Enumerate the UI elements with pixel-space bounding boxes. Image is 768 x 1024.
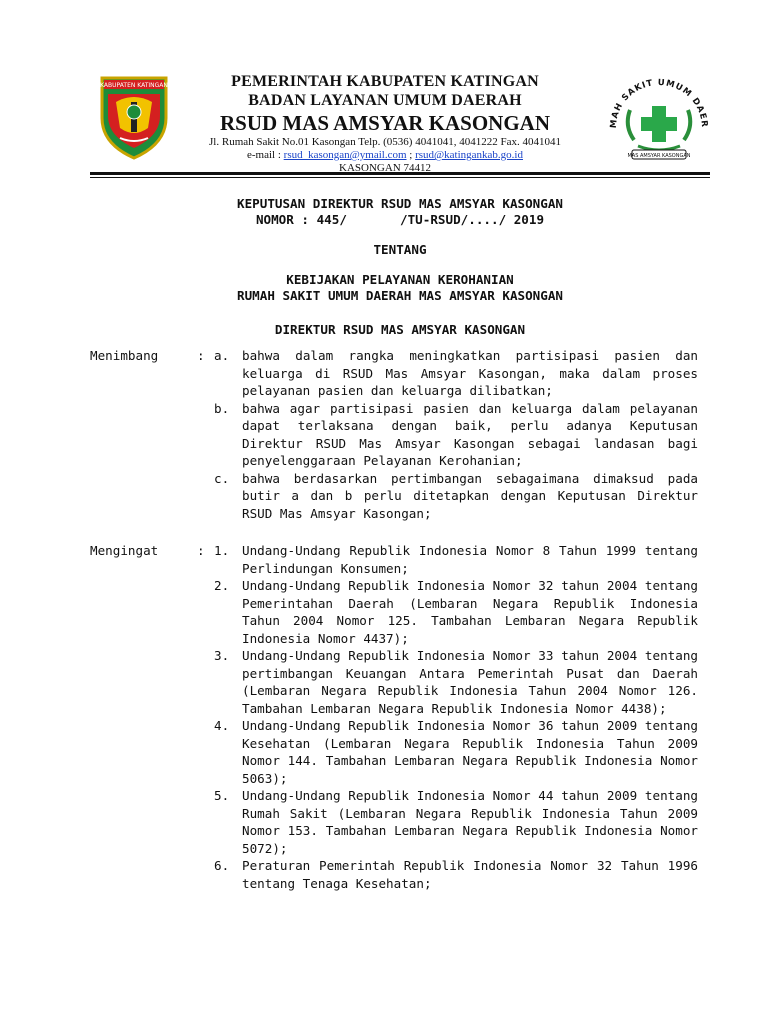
letterhead-city: KASONGAN 74412 [339,162,431,174]
email-link-ymail[interactable]: rsud_kasongan@ymail.com [283,149,407,161]
list-item-text: bahwa berdasarkan pertimbangan sebagaimana dimaksud pada butir a dan b perlu ditetapkan dengan Keputusan Direktur RSUD Mas Amsyar Kasongan; [242,470,698,521]
mengingat-label: Mengingat [90,543,159,558]
list-item-text: bahwa dalam rangka meningkatkan partisipasi pasien dan keluarga di RSUD Mas Amsyar Kasongan, maka dalam proses pelayanan pasien dan keluarga dilibatkan; [242,348,698,398]
kabupaten-katingan-logo [94,72,174,162]
letterhead-rule-thick [90,172,710,175]
list-item-text: Peraturan Pemerintah Republik Indonesia Nomor 32 Tahun 1996 tentang Tenaga Kesehatan; [242,858,698,891]
logo-right-text: MAH SAKIT UMUM DAER [608,77,710,129]
list-item [90,400,698,470]
list-item [90,857,698,892]
director-heading: DIREKTUR RSUD MAS AMSYAR KASONGAN [274,322,526,337]
tentang-heading: TENTANG [373,242,427,257]
letterhead-hospital-name: RSUD MAS AMSYAR KASONGAN [219,111,550,135]
list-item-text: Undang-Undang Republik Indonesia Nomor 36 tahun 2009 tentang Kesehatan (Lembaran Negara Republik Indonesia Tahun 2009 Nomor 144. Tambahan Lembaran Negara Republik Indonesia Nomor 5063); [242,718,698,786]
list-item-marker: b. [214,400,230,416]
menimbang-colon: : [197,348,205,363]
shield-emblem-icon [94,72,174,162]
list-item-text: bahwa agar partisipasi pasien dan keluarga dalam pelayanan dapat terlaksana dengan baik, perlu adanya Keputusan Direktur RSUD Mas Amsyar Kasongan sebagai landasan bagi penyelenggaraan Pelayanan Kerohanian; [242,400,698,468]
email-prefix: e-mail : [247,149,284,161]
mengingat-colon: : [197,543,205,558]
list-item [90,542,698,577]
rsud-logo [594,70,724,165]
menimbang-section [90,347,698,522]
list-item-marker: 4. [214,718,230,733]
decree-number: NOMOR : 445/ /TU-RSUD/..../ 2019 [255,212,545,227]
list-item-marker: c. [214,470,230,486]
letterhead-agency: BADAN LAYANAN UMUM DAERAH [248,92,522,109]
list-item [90,647,698,717]
letterhead-email-line [170,149,600,162]
letterhead [170,72,600,175]
list-item-text: Undang-Undang Republik Indonesia Nomor 33 tahun 2004 tentang pertimbangan Keuangan Antara Pemerintah Pusat dan Daerah (Lembaran Negara Republik Indonesia Tahun 2004 Nomor 126. Tambahan Lembaran Negara Republik Indonesia Nomor 4438); [242,648,698,716]
decree-title-block [90,196,710,338]
mengingat-section [90,542,698,892]
list-item-text: Undang-Undang Republik Indonesia Nomor 44 tahun 2009 tentang Rumah Sakit (Lembaran Negara Republik Indonesia Tahun 2009 Nomor 153. Tambahan Lembaran Negara Republik Indonesia Nomor 5072); [242,788,698,856]
decree-subject-line2: RUMAH SAKIT UMUM DAERAH MAS AMSYAR KASONGAN [236,288,564,303]
list-item-marker: 6. [214,858,230,873]
logo-right-subtext: MAS AMSYAR KASONGAN [627,153,691,159]
list-item-marker: 1. [214,543,230,558]
list-item-marker: 2. [214,578,230,593]
hospital-cross-emblem-icon [594,70,724,165]
email-link-katingankab[interactable]: rsud@katingankab.go.id [415,149,523,161]
list-item-marker: 5. [214,788,230,803]
list-item-text: Undang-Undang Republik Indonesia Nomor 32 tahun 2004 tentang Pemerintahan Daerah (Lembaran Negara Republik Indonesia Tahun 2004 Nomor 125. Tambahan Lembaran Negara Republik Indonesia Nomor 4437); [242,578,698,646]
list-item [90,470,698,523]
decree-title: KEPUTUSAN DIREKTUR RSUD MAS AMSYAR KASONGAN [236,196,564,211]
logo-left-text: KABUPATEN KATINGAN [100,82,168,89]
list-item [90,717,698,787]
list-item-marker: a. [214,348,230,363]
email-separator: ; [406,149,416,161]
list-item [90,577,698,647]
decree-subject-line1: KEBIJAKAN PELAYANAN KEROHANIAN [286,272,514,287]
list-item-marker: 3. [214,648,230,663]
letterhead-government: PEMERINTAH KABUPATEN KATINGAN [231,73,539,90]
list-item [90,347,698,400]
letterhead-rule-thin [90,177,710,178]
list-item-text: Undang-Undang Republik Indonesia Nomor 8 Tahun 1999 tentang Perlindungan Konsumen; [242,543,698,576]
menimbang-label: Menimbang [90,348,159,363]
list-item [90,787,698,857]
letterhead-address: Jl. Rumah Sakit No.01 Kasongan Telp. (0536) 4041041, 4041222 Fax. 4041041 [209,136,561,148]
